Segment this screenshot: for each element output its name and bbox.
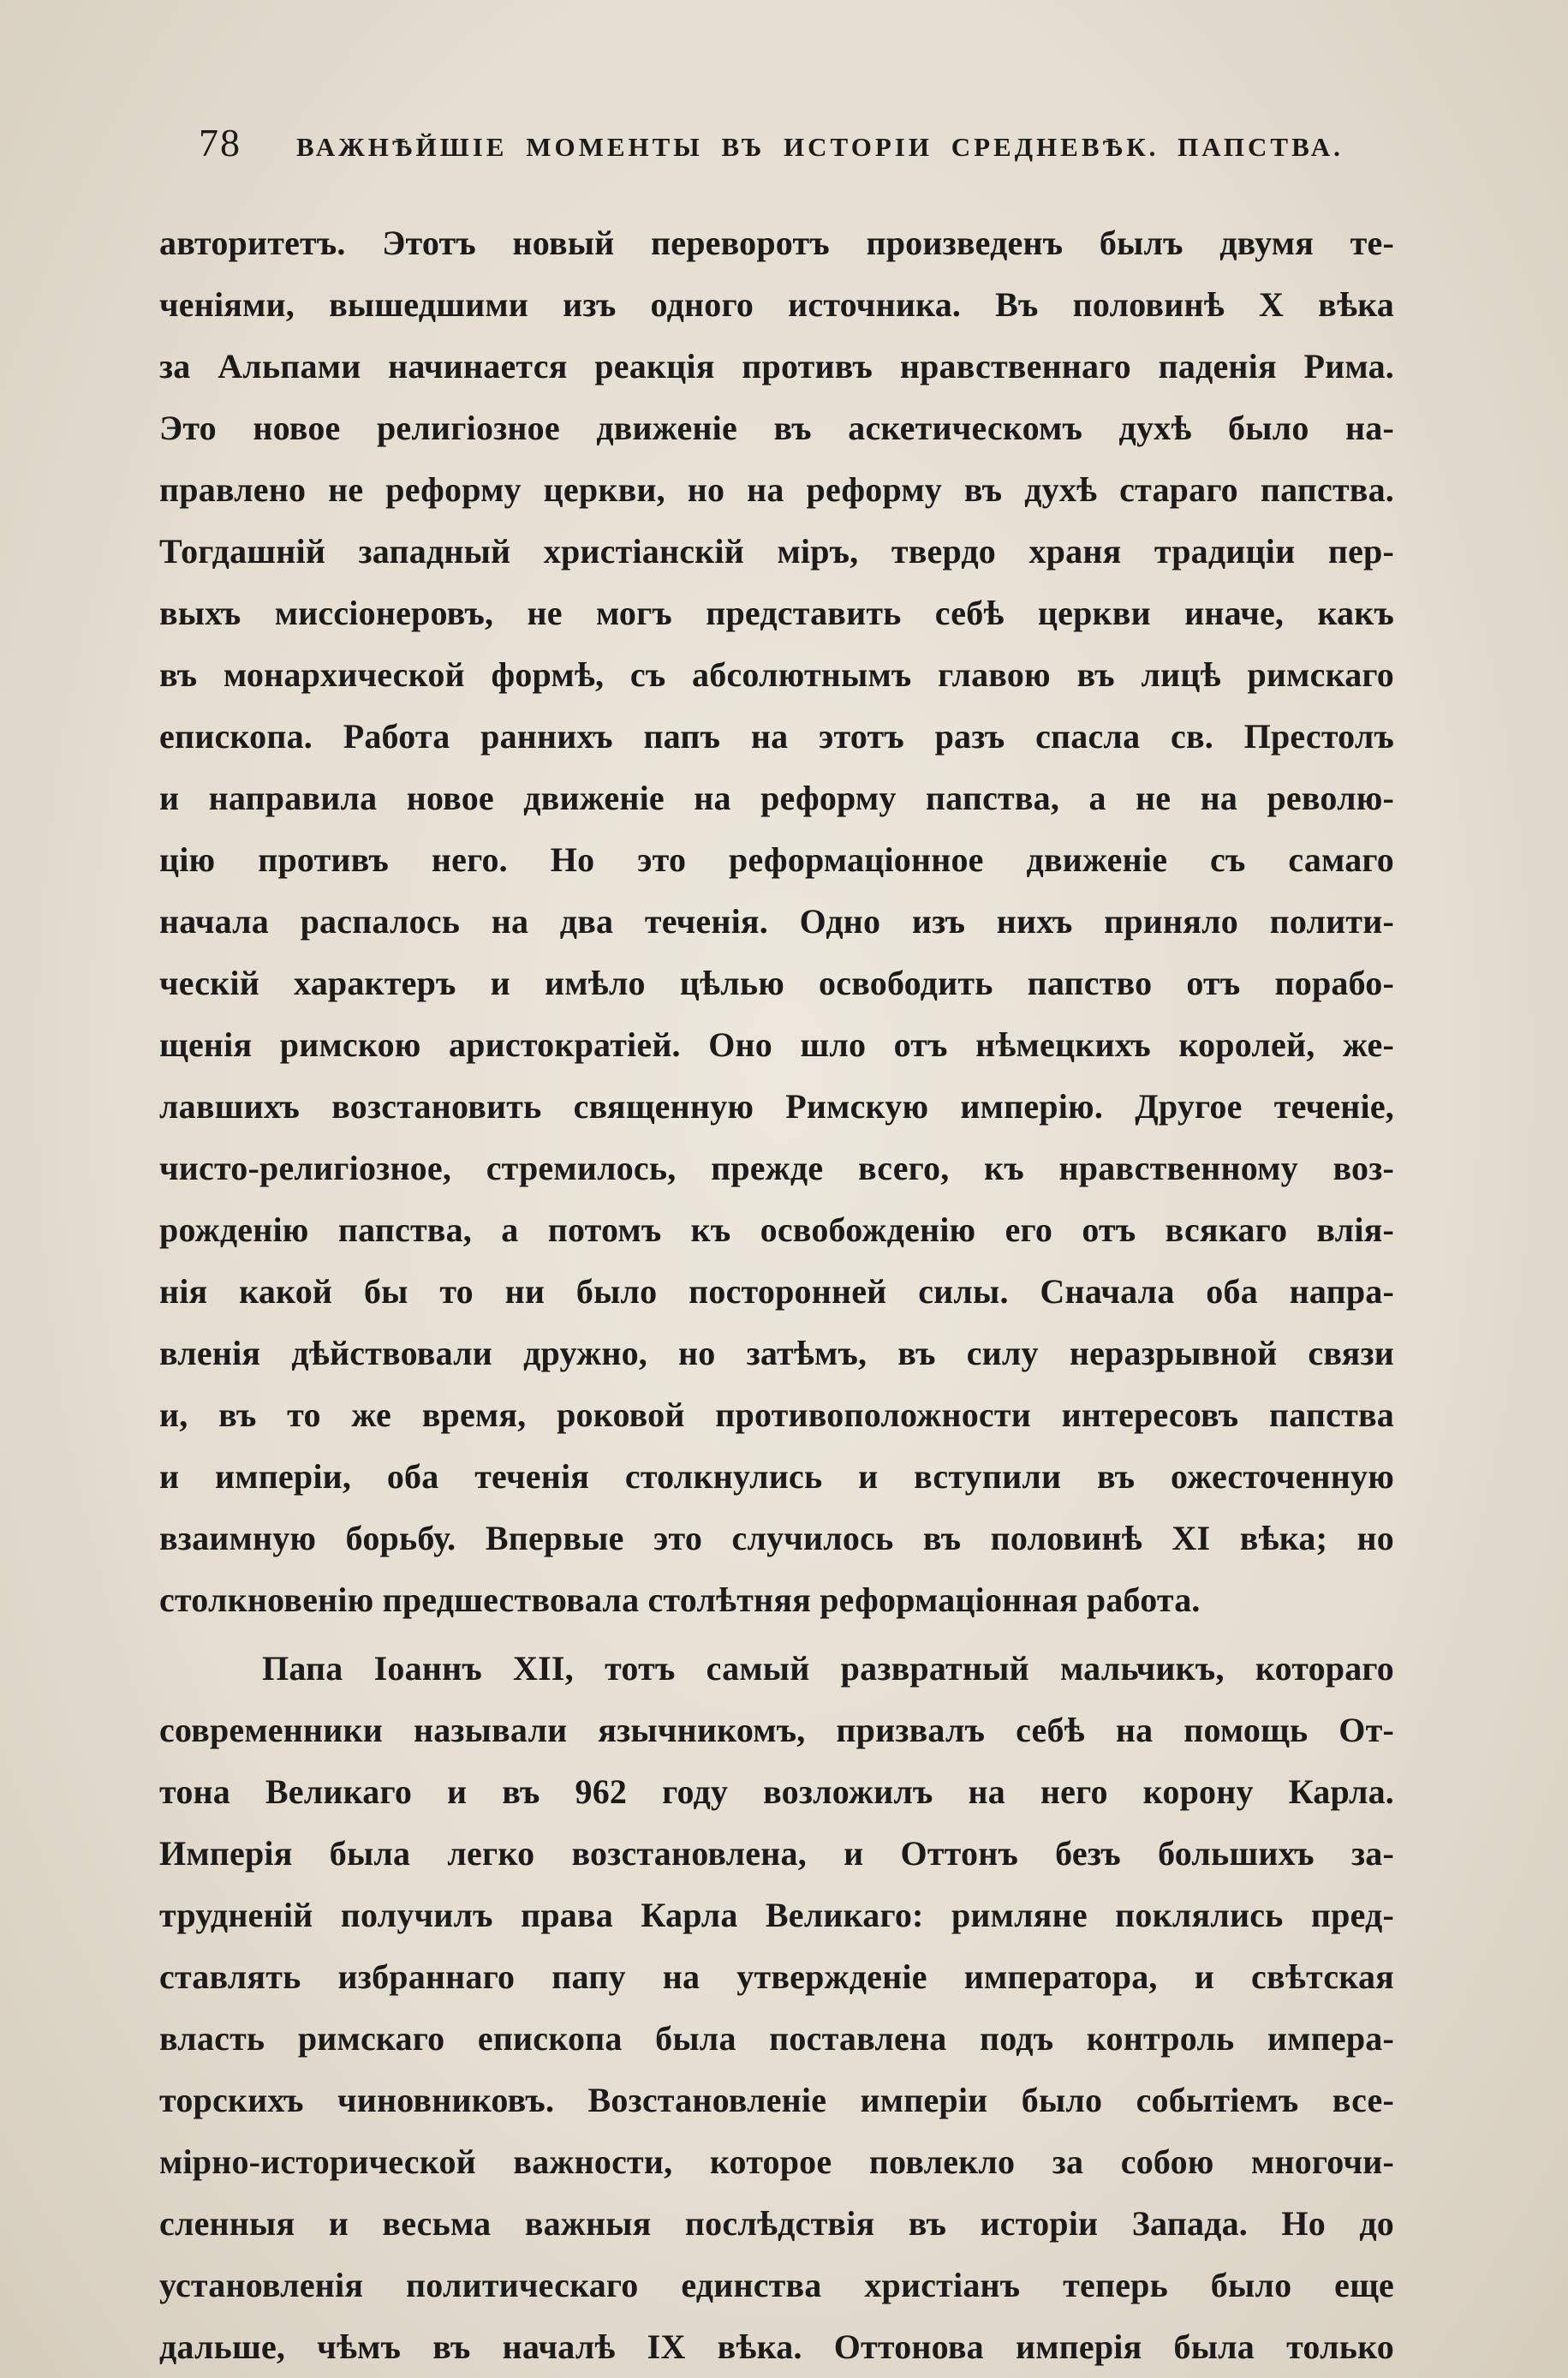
- text-line: сленныя и весьма важныя послѣдствія въ исторіи Запада. Но до: [159, 2204, 1394, 2243]
- text-line: рожденію папства, а потомъ къ освобожденію его отъ всякаго влія-: [159, 1210, 1394, 1249]
- text-line: лавшихъ возстановить священную Римскую имперію. Другое теченіе,: [159, 1087, 1394, 1126]
- text-line: ставлять избраннаго папу на утвержденіе императора, и свѣтская: [159, 1957, 1394, 1996]
- text-line: щенія римскою аристократіей. Оно шло отъ нѣмецкихъ королей, же-: [159, 1025, 1394, 1064]
- text-line: начала распалось на два теченія. Одно изъ нихъ приняло полити-: [159, 902, 1394, 941]
- text-line: торскихъ чиновниковъ. Возстановленіе имперіи было событіемъ все-: [159, 2081, 1394, 2119]
- text-line: Тогдашній западный христіанскій міръ, твердо храня традиціи пер-: [159, 532, 1394, 571]
- text-line: современники называли язычникомъ, призвалъ себѣ на помощь От-: [159, 1711, 1394, 1749]
- page-number: 78: [199, 121, 241, 164]
- text-line: власть римскаго епископа была поставлена подъ контроль импера-: [159, 2019, 1394, 2058]
- running-head: [199, 120, 1344, 165]
- paragraph-2: [159, 1638, 1394, 2378]
- text-line: установленія политическаго единства христіанъ теперь было еще: [159, 2266, 1394, 2304]
- text-line: и имперіи, оба теченія столкнулись и вступили въ ожесточенную: [159, 1457, 1394, 1496]
- text-line: взаимную борьбу. Впервые это случилось въ половинѣ XI вѣка; но: [159, 1519, 1394, 1557]
- text-line: епископа. Работа раннихъ папъ на этотъ разъ спасла св. Престолъ: [159, 717, 1394, 756]
- text-line: столкновенію предшествовала столѣтняя реформаціонная работа.: [159, 1580, 1201, 1619]
- text-line: нія какой бы то ни было посторонней силы. Сначала оба напра-: [159, 1272, 1394, 1311]
- paragraph-1: [159, 212, 1394, 1631]
- text-line: трудненій получилъ права Карла Великаго: римляне поклялись пред-: [159, 1896, 1394, 1934]
- text-line: цію противъ него. Но это реформаціонное движеніе съ самаго: [159, 840, 1394, 879]
- text-line: тона Великаго и въ 962 году возложилъ на него корону Карла.: [159, 1772, 1394, 1811]
- text-line: въ монархической формѣ, съ абсолютнымъ главою въ лицѣ римскаго: [159, 655, 1394, 694]
- paragraph-gap: [159, 1631, 1394, 1638]
- text-line: чисто-религіозное, стремилось, прежде всего, къ нравственному воз-: [159, 1149, 1394, 1187]
- text-line: ченіями, вышедшими изъ одного источника. Въ половинѣ X вѣка: [159, 285, 1394, 324]
- text-line: Имперія была легко возстановлена, и Оттонъ безъ большихъ за-: [159, 1834, 1394, 1873]
- body-text: [159, 212, 1394, 2378]
- text-line: вленія дѣйствовали дружно, но затѣмъ, въ силу неразрывной связи: [159, 1334, 1394, 1372]
- text-line: и направила новое движеніе на реформу папства, а не на револю-: [159, 779, 1394, 817]
- text-line: мірно-исторической важности, которое повлекло за собою многочи-: [159, 2142, 1394, 2181]
- text-line: выхъ миссіонеровъ, не могъ представить себѣ церкви иначе, какъ: [159, 594, 1394, 632]
- text-line: авторитетъ. Этотъ новый переворотъ произведенъ былъ двумя те-: [159, 224, 1394, 262]
- text-line: Папа Іоаннъ XII, тотъ самый развратный мальчикъ, котораго: [262, 1649, 1394, 1688]
- text-line: правлено не реформу церкви, но на реформу въ духѣ стараго папства.: [159, 470, 1394, 509]
- text-line: дальше, чѣмъ въ началѣ IX вѣка. Оттонова имперія была только: [159, 2327, 1394, 2366]
- running-title: ВАЖНѢЙШІЕ МОМЕНТЫ ВЪ ИСТОРІИ СРЕДНЕВѢК. ПАПСТВА.: [296, 132, 1344, 162]
- text-line: за Альпами начинается реакція противъ нравственнаго паденія Рима.: [159, 347, 1394, 385]
- text-line: ческій характеръ и имѣло цѣлью освободить папство отъ порабо-: [159, 964, 1394, 1002]
- text-line: и, въ то же время, роковой противоположности интересовъ папства: [159, 1395, 1394, 1434]
- text-line: Это новое религіозное движеніе въ аскетическомъ духѣ было на-: [159, 409, 1394, 447]
